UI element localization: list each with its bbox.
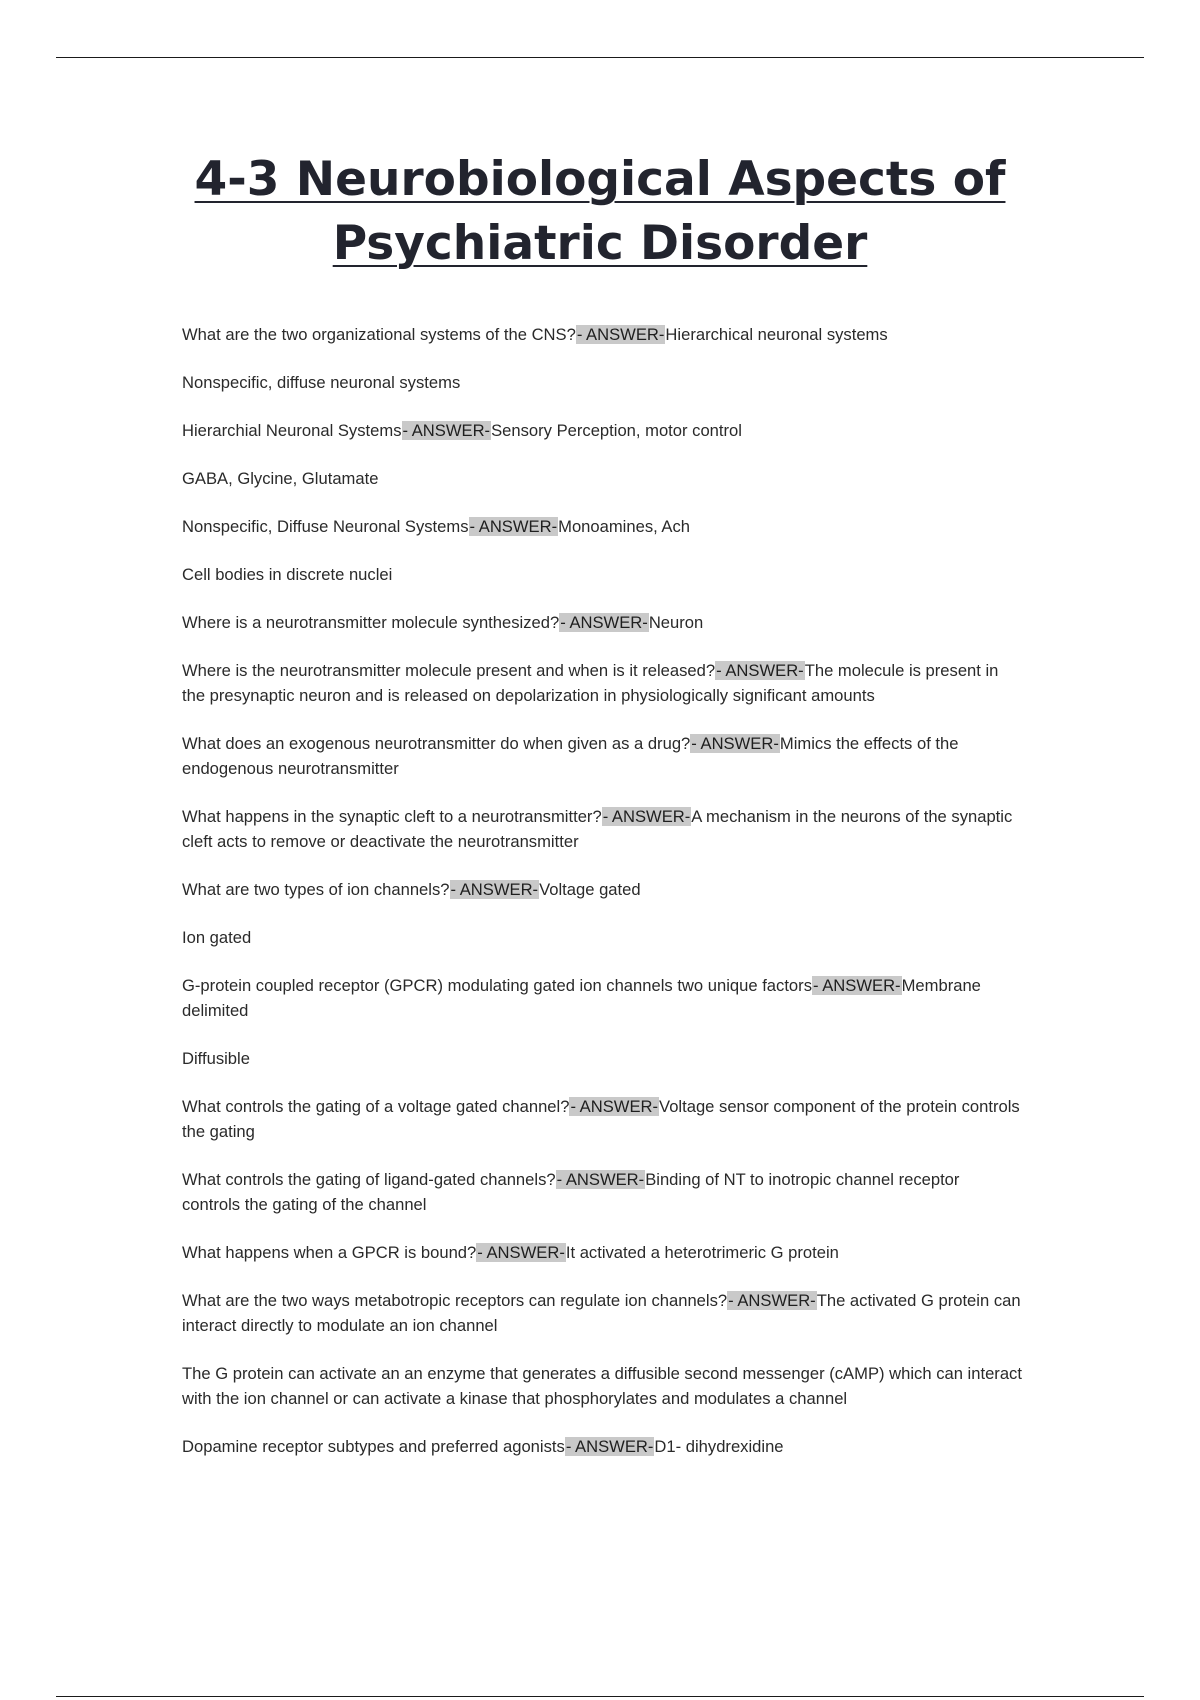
qa-entry [182,1094,1022,1144]
answer-label: - ANSWER- [576,325,665,344]
answer-text: Mimics the effects of the endogenous neurotransmitter [182,734,959,778]
answer-label: - ANSWER- [602,807,691,826]
answer-label: - ANSWER- [691,734,779,753]
question-text: Hierarchial Neuronal Systems [182,421,402,440]
answer-label: - ANSWER- [402,421,491,440]
answer-label: - ANSWER- [469,517,558,536]
text-entry [182,925,1022,950]
top-rule [56,57,1144,58]
qa-entry [182,804,1022,854]
answer-text: Neuron [648,613,704,632]
bottom-rule [56,1696,1144,1697]
answer-label: - ANSWER- [813,976,901,995]
title-line-2: Psychiatric Disorder [332,216,868,271]
entry-text: GABA, Glycine, Glutamate [182,469,379,488]
text-entry [182,562,1022,587]
question-text: What are the two ways metabotropic receptors can regulate ion channels? [182,1291,728,1310]
answer-label: - ANSWER- [716,661,804,680]
answer-text: The molecule is present in the presynaptic neuron and is released on depolarization in physiologically significant amounts [182,661,999,705]
text-entry [182,1361,1022,1411]
entry-text: Diffusible [182,1049,250,1068]
page-title [0,148,1200,276]
answer-label: - ANSWER- [565,1437,654,1456]
qa-entry [182,1434,1022,1459]
qa-entry [182,1240,1022,1265]
answer-text: Voltage gated [539,880,641,899]
answer-label: - ANSWER- [450,880,539,899]
qa-entry [182,514,1022,539]
question-text: What controls the gating of ligand-gated channels? [182,1170,556,1189]
answer-text: It activated a heterotrimeric G protein [565,1243,839,1262]
qa-entry [182,973,1022,1023]
entry-text: Ion gated [182,928,252,947]
answer-label: - ANSWER- [560,613,648,632]
answer-text: D1- dihydrexidine [654,1437,784,1456]
answer-text: The activated G protein can interact directly to modulate an ion channel [182,1291,1021,1335]
qa-entry [182,1167,1022,1217]
question-text: Where is the neurotransmitter molecule present and when is it released? [182,661,716,680]
text-entry [182,466,1022,491]
answer-label: - ANSWER- [570,1097,659,1116]
question-text: What does an exogenous neurotransmitter do when given as a drug? [182,734,691,753]
answer-text: Sensory Perception, motor control [491,421,742,440]
answer-text: A mechanism in the neurons of the synaptic cleft acts to remove or deactivate the neurotransmitter [182,807,1013,851]
title-line-1: 4-3 Neurobiological Aspects of [194,152,1006,207]
question-text: What controls the gating of a voltage gated channel? [182,1097,570,1116]
answer-text: Monoamines, Ach [558,517,691,536]
qa-list [182,322,1022,1482]
answer-text: Membrane delimited [182,976,981,1020]
text-entry [182,370,1022,395]
qa-entry [182,418,1022,443]
answer-label: - ANSWER- [556,1170,645,1189]
question-text: What are two types of ion channels? [182,880,450,899]
question-text: Where is a neurotransmitter molecule synthesized? [182,613,560,632]
answer-text: Hierarchical neuronal systems [665,325,888,344]
question-text: What happens when a GPCR is bound? [182,1243,477,1262]
qa-entry [182,658,1022,708]
answer-label: - ANSWER- [477,1243,565,1262]
answer-label: - ANSWER- [728,1291,816,1310]
answer-text: Binding of NT to inotropic channel receptor controls the gating of the channel [182,1170,960,1214]
entry-text: Nonspecific, diffuse neuronal systems [182,373,461,392]
text-entry [182,1046,1022,1071]
qa-entry [182,610,1022,635]
qa-entry [182,322,1022,347]
question-text: G-protein coupled receptor (GPCR) modulating gated ion channels two unique factors [182,976,812,995]
question-text: Nonspecific, Diffuse Neuronal Systems [182,517,469,536]
entry-text: The G protein can activate an an enzyme that generates a diffusible second messenger (cAMP) which can interact with the ion channel or can activate a kinase that phosphorylates and modulates a channel [182,1364,1022,1408]
entry-text: Cell bodies in discrete nuclei [182,565,393,584]
qa-entry [182,731,1022,781]
qa-entry [182,877,1022,902]
question-text: What happens in the synaptic cleft to a neurotransmitter? [182,807,602,826]
qa-entry [182,1288,1022,1338]
question-text: Dopamine receptor subtypes and preferred agonists [182,1437,565,1456]
question-text: What are the two organizational systems of the CNS? [182,325,576,344]
answer-text: Voltage sensor component of the protein controls the gating [182,1097,1020,1141]
